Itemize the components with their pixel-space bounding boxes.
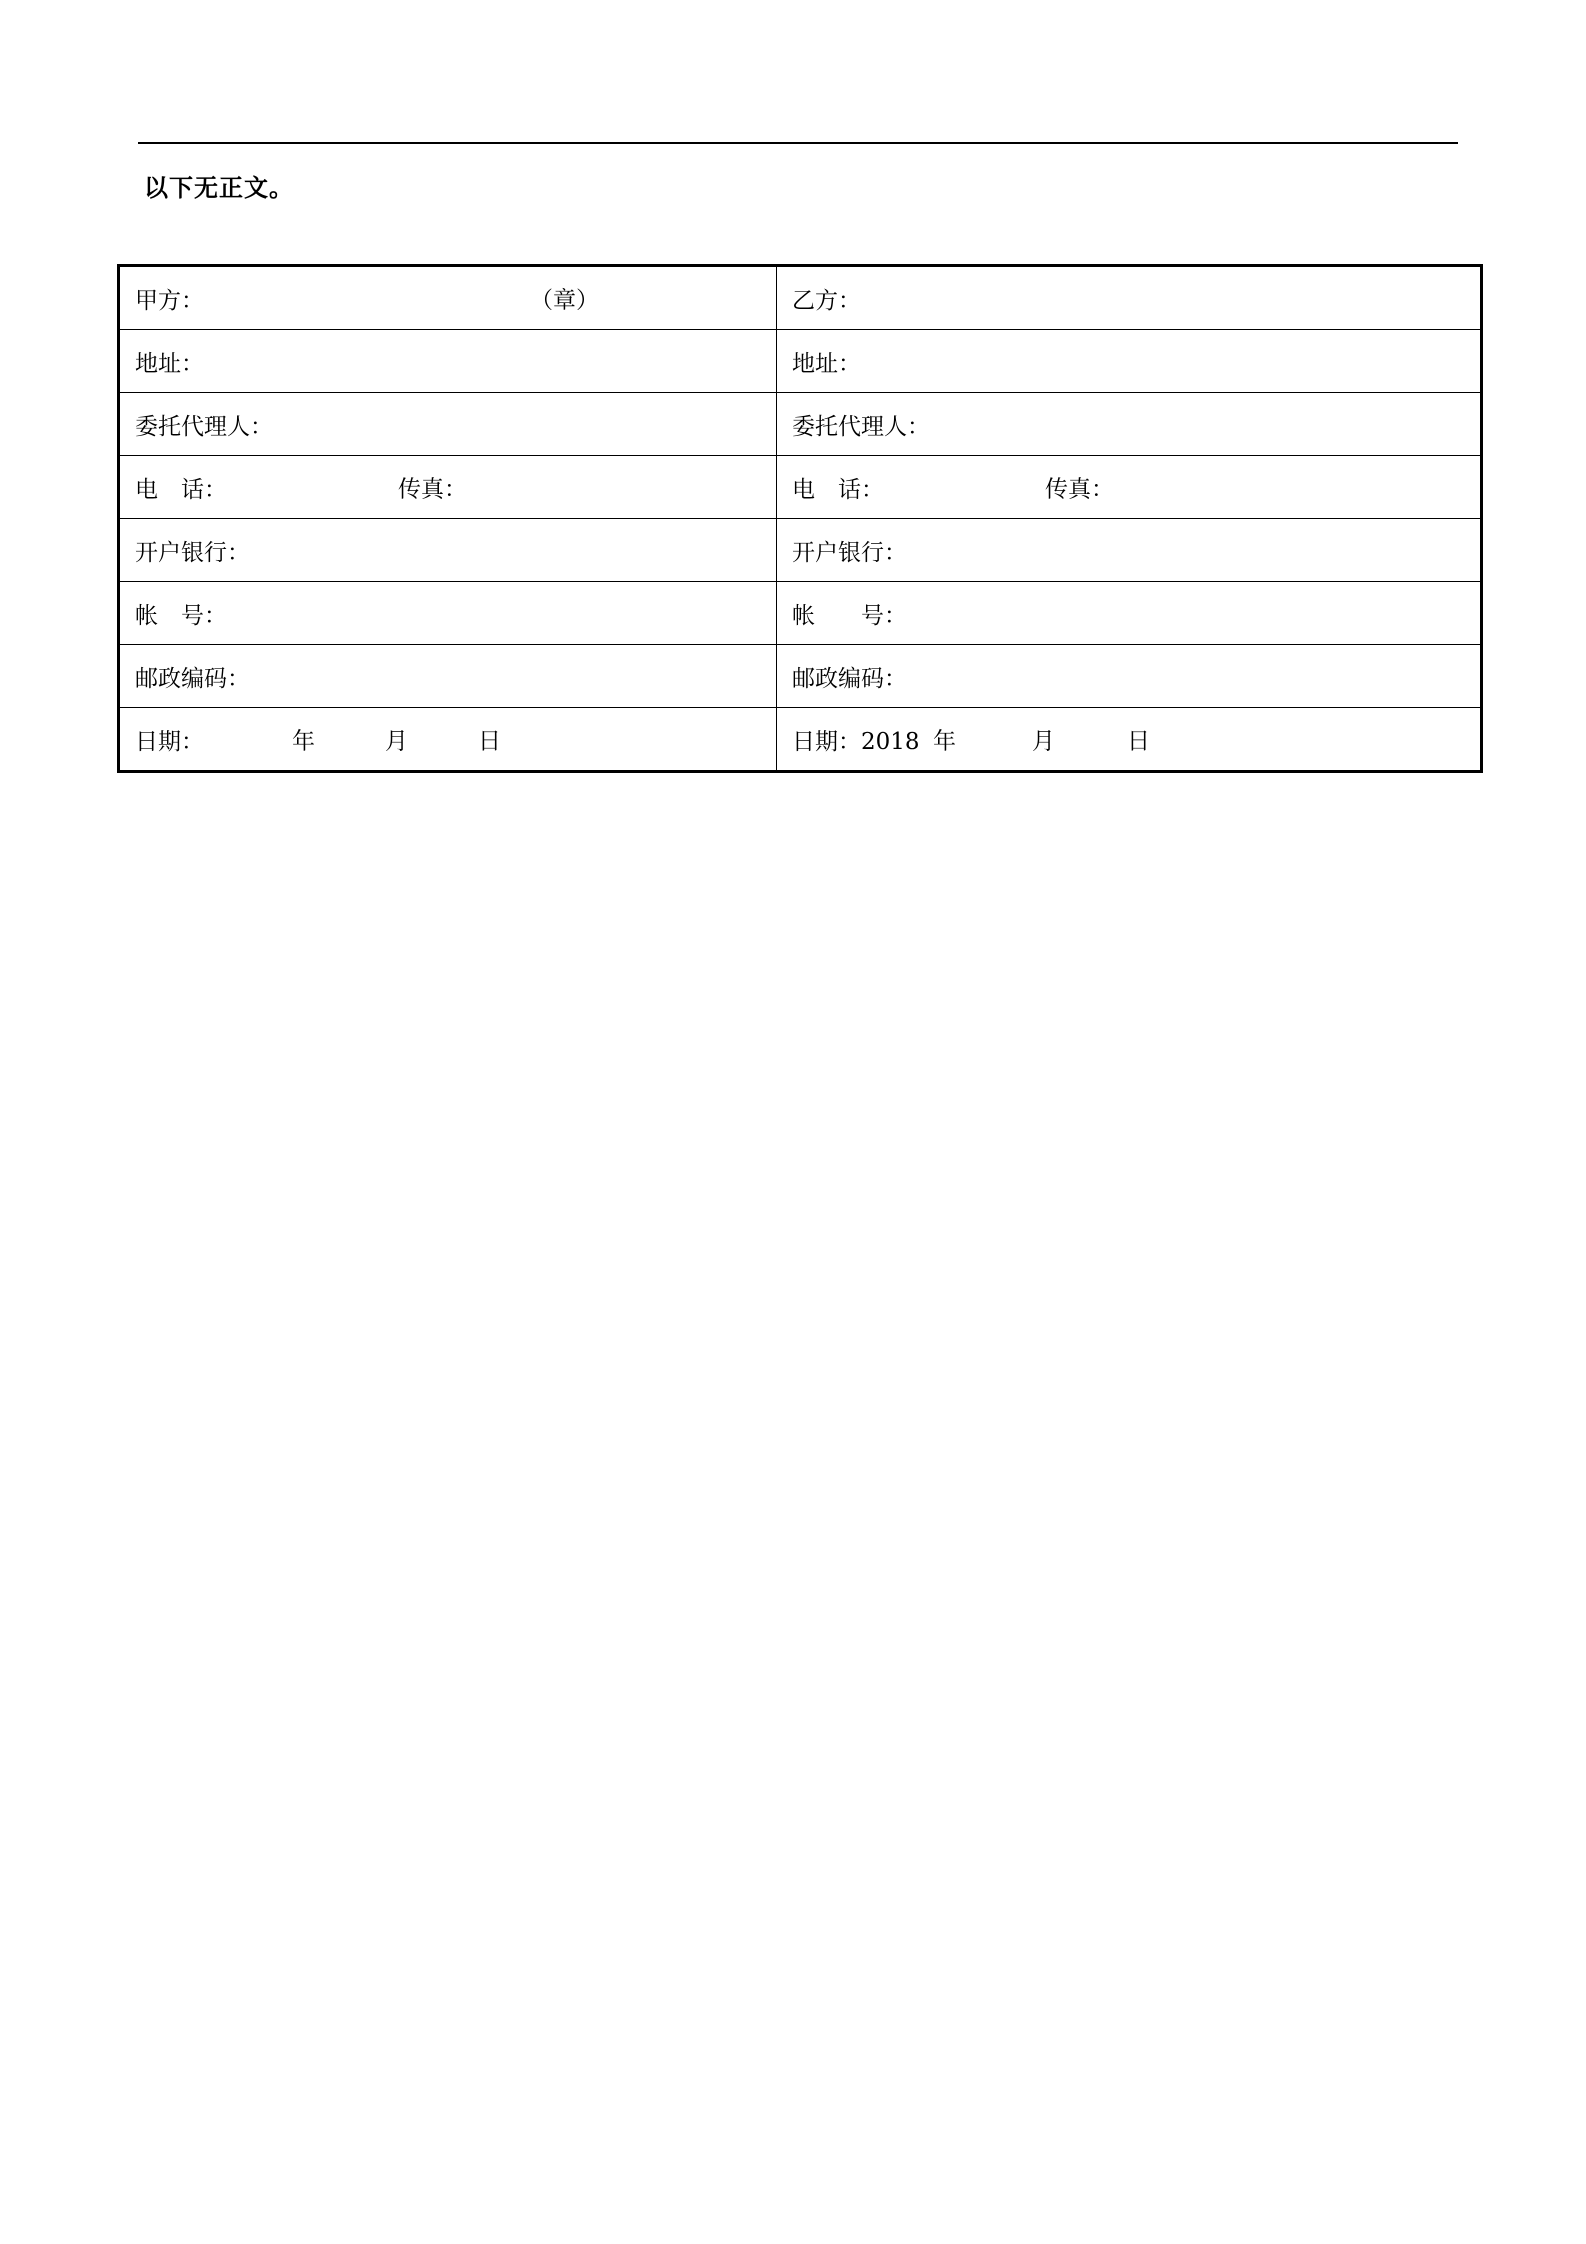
party-b-address-label: 地址：: [792, 350, 861, 377]
party-b-year-value: 2018: [861, 728, 920, 755]
party-b-date-cell: [777, 708, 1482, 772]
party-a-phone-cell: [119, 456, 777, 519]
table-row: [119, 266, 1482, 330]
party-b-phone-label: 电 话：: [792, 476, 884, 503]
party-a-name-cell: [119, 266, 777, 330]
party-b-name-cell: [777, 266, 1482, 330]
party-a-date-label: 日期：: [135, 728, 204, 755]
party-a-address-label: 地址：: [135, 350, 204, 377]
party-b-year-label: 年: [933, 728, 956, 755]
party-b-bank-cell: [777, 519, 1482, 582]
party-a-date-cell: [119, 708, 777, 772]
party-a-month-label: 月: [385, 728, 408, 755]
party-a-account-cell: [119, 582, 777, 645]
party-a-account-label: 帐 号：: [135, 602, 227, 629]
party-b-name-label: 乙方：: [792, 287, 861, 314]
party-a-seal-label: （章）: [530, 287, 599, 314]
table-row: [119, 330, 1482, 393]
party-b-fax-label: 传真：: [1045, 476, 1114, 503]
end-of-text-note: 以下无正文。: [144, 174, 294, 202]
party-a-bank-label: 开户银行：: [135, 539, 250, 566]
party-a-fax-label: 传真：: [398, 476, 467, 503]
table-row: [119, 645, 1482, 708]
table-row: [119, 582, 1482, 645]
party-a-phone-label: 电 话：: [135, 476, 227, 503]
table-row: [119, 393, 1482, 456]
party-b-agent-label: 委托代理人：: [792, 413, 930, 440]
party-b-postcode-cell: [777, 645, 1482, 708]
signature-table: [117, 264, 1483, 773]
party-a-name-label: 甲方：: [135, 287, 204, 314]
table-row: [119, 456, 1482, 519]
party-a-postcode-label: 邮政编码：: [135, 665, 250, 692]
party-a-agent-cell: [119, 393, 777, 456]
party-b-address-cell: [777, 330, 1482, 393]
party-b-account-label: 帐 号：: [792, 602, 907, 629]
table-row: [119, 519, 1482, 582]
party-b-date-label: 日期：: [792, 728, 861, 755]
party-a-postcode-cell: [119, 645, 777, 708]
party-b-day-label: 日: [1127, 728, 1150, 755]
party-b-agent-cell: [777, 393, 1482, 456]
party-a-agent-label: 委托代理人：: [135, 413, 273, 440]
party-b-month-label: 月: [1032, 728, 1055, 755]
party-b-account-cell: [777, 582, 1482, 645]
party-b-postcode-label: 邮政编码：: [792, 665, 907, 692]
top-rule: [138, 142, 1458, 144]
party-a-day-label: 日: [478, 728, 501, 755]
party-a-year-label: 年: [292, 728, 315, 755]
party-a-bank-cell: [119, 519, 777, 582]
party-b-phone-cell: [777, 456, 1482, 519]
party-b-bank-label: 开户银行：: [792, 539, 907, 566]
party-a-address-cell: [119, 330, 777, 393]
table-row: [119, 708, 1482, 772]
